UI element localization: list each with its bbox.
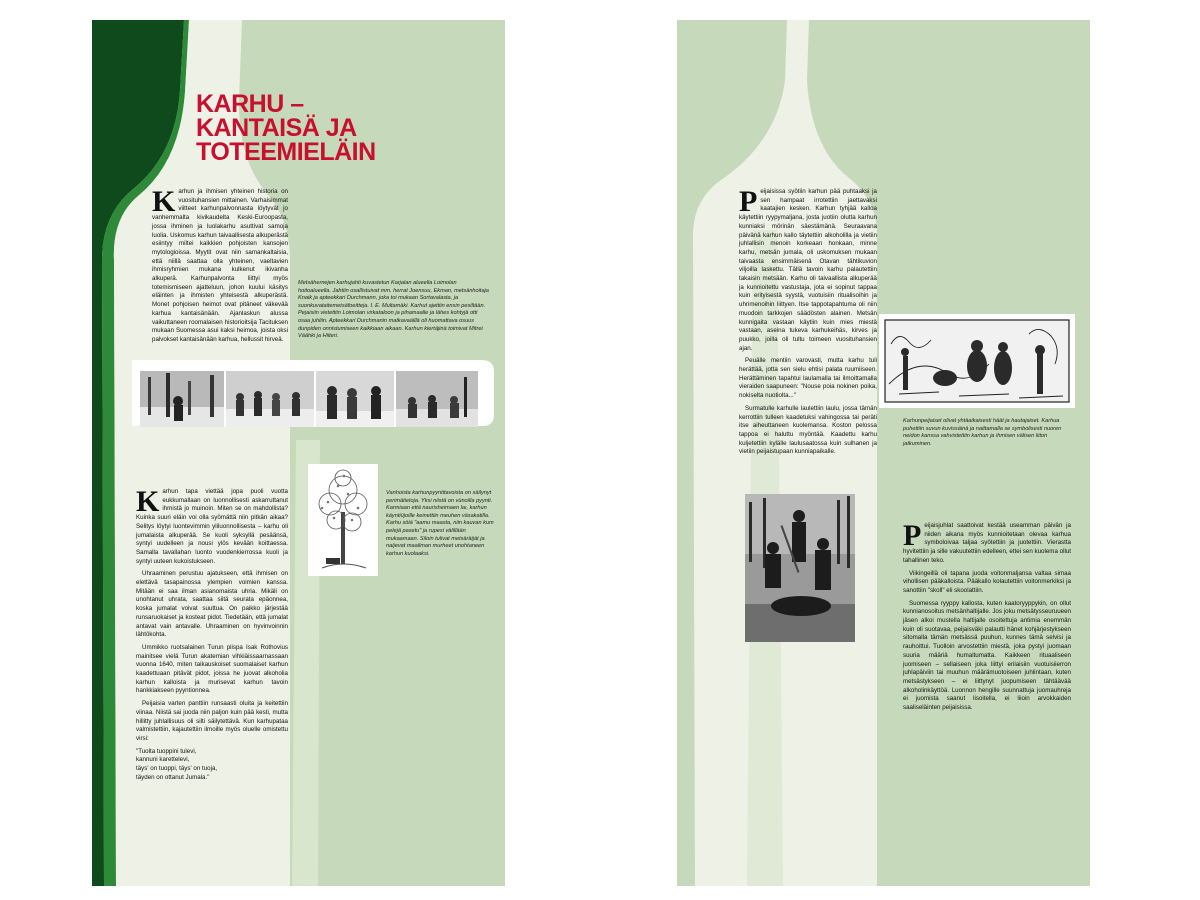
body-paragraph-2: Uhraaminen perustuu ajatukseen, että ihmisen on elettävä tasapainossa ylempien voimien kanssa. Mitään ei saa ilman asianomaista uhria. Mikäli on unohtanut uhrata, saattaa siitä seurata epäonnea, koska jumalat voivat suuttua. On paikko järjestää runsaruokaiset ja kosteat pidot. Tiedetään, että jumalat antavat vain antavalle. Uhraaminen on hyvinvoinnin lähtökohta.	[136, 570, 288, 639]
body-dropcap: K	[136, 485, 160, 518]
right-dropcap-1: P	[739, 185, 758, 218]
body-paragraph-3: Ummikko ruotsalainen Turun piispa Isak Rothovius mainitsee vielä Turun akatemian vihkiäissaarnassaan vuonna 1640, miten taikauskoiset suomalaiset karhun kaadettuaan pitävät pidot, joissa he juovat alkoholia karhun kalloista ja murisevat karhun tavoin hankkiakseen pyyntionnea.	[136, 643, 288, 695]
right-paragraph-6: Suomessa ryyppy kallosta, kuten kaatoryyppykin, on ollut kunnianosoitus metsänhaltijalle. Jos joku metsätysseuruueen jäsen alkoi mustella haltijalle osoitettuja antimia enemmän kuin oli suotavaa, peijaisväki palautti hänet kohjärjestykseen sitomalla tämän metsässä puuhun, kunnes tämä selvisi ja rauhoittui. Tuolloin arvostettiin miestä, joka pystyi juomaan suuria määriä humaltumatta. Kaikkeen rituaaliseen juomiseen – sellaiseen joka liittyi erilaisiin vuotuisiierron juhlapäiviin tai muuhun määrämuotoiseen juhlintaan, kuten metsästykseen – ei liittynyt juopumiseen tähtäävää alkoholinkäyttöä. Luonnon hengille suunnattuja juomauhreja ei juomista saanut lisoitella, ei liioin arvokkaiden saaliseläinten peijaisissa.	[903, 599, 1071, 712]
intro-text	[152, 185, 288, 349]
photo-4	[396, 371, 478, 427]
right-body-text-2	[903, 519, 1071, 717]
bear-hunters-photo	[745, 494, 855, 642]
right-paragraph-2: Peuälle mentiin varovasti, mutta karhu tuli herättää, jotta sen sielu ehtisi palata ruumiiseen. Herättäminen tapahtui laulamalla tai ilmoittamalla vieraiden saapuneen: "Nouse poia nokinen poika, nokiselta nuotiolta..."	[739, 357, 877, 400]
title-line-1: KARHU –	[196, 90, 304, 118]
woodcut-illustration	[879, 314, 1075, 408]
title-line-2: KANTAISÄ JA	[196, 114, 357, 142]
panel-title	[196, 92, 376, 164]
tree-illustration	[308, 464, 378, 576]
right-paragraph-1: eijaisissa syötiin karhun pää puhtaaksi ja sen hampaat irrotettiin jaettavaksi kaatajien kesken. Karhun tyhjää kalloa käytettiin ryypymaljana, josta juotiin olutta karhun kunniaksi mörinän säestämänä. Seuraavana päivänä karhun kallo täytettiin alkoholilla ja vietiin juhlallisin menoin korkeaan honkaan, minne karhu, metsän jumala, oli uskomuksen mukaan taivaasta ensimmäisenä Otavan tähtikuvion viljoilla laskettu. Tällä tavoin karhu palautettiin takaisin metsään. Karhu oli taivaallista alkuperää ja kunnioitettu vastustaja, jota ei sopinut tappaa kuin erityisestä syystä, vuotuisiin ritualisoihin ja uhrimenoihin liittyen. Itse tappotapahtuma oli niin muodoin tarkkojen säädösten alainen. Metsän kunnigaita vastaan käytiin kuin mies miestä vastaan, aseina tukeva karhukeihäs, kirves ja puukko, joilla oli tultu toimeen vuosituhansien ajan.	[739, 188, 877, 352]
title-line-3: TOTEEMIELÄIN	[196, 138, 376, 166]
right-paragraph-4: eijaisjuhlat saattoivat kestää useamman päivän ja niiden aikana myös kunnioitetaan olevaa karhua symboloivaa taljaa syötettiin ja juotettiin. Vierastta hyvitettiin ja sille vakuutettiin edelleen, ettei sen kuolema ollut tahallinen teko.	[903, 522, 1071, 564]
woodcut-caption: Karhunpeijaiset olivat yhtäaikaisesti häät ja hautajaiset. Karhua puhettiin suvun kuvissäinä ja naittamalla se symbolisesti nuoren neidon kanssa vahvistettiin karhun ja ihmisen välisen liiton jatkuminen.	[903, 418, 1062, 447]
right-exhibition-panel	[677, 20, 1090, 886]
photo-1	[140, 371, 224, 427]
tree-caption: Vanhoista karhunpyyntitavoista on säilynyt perimätietoja. Yksi niistä on vünoilla pyynti. Karmiaan että naurisheimaen laı, karhun käyntiüjoille keinettiin meuhen väsakatilla. Karhu söiä "aamu maasta, niin kauvan kum pelejä pasetu" ja rupesi välillään mukaamaan. Siloin tulivat metsäräijät ja naijevat maailman murheet unohtaneen karhun kuolaaksi.	[386, 490, 494, 557]
right-paragraph-5: Viikingeillä oli tapana juoda voitonmaljansa valtaa simaa vihollisen pääkalloista. Pääkallo kolautettiin voitonmerkiksi ja sanottiin "skoll" eli skoolattiin.	[903, 569, 1071, 594]
left-exhibition-panel	[92, 20, 505, 886]
right-paragraph-3: Surmatulle karhulle laulettiin laulu, jossa tämän kerrottiin tulleen kaadetuksi vahingossa tai peräti itse aiheuttaneen kuolemansa. Koston pelossa tappoa ei haluttu myöntää. Kaadettu karhu kuljetettiin kylälle laulusaatossa kuin sulhanen ja vietiin peijaistupaan kunniapaikalle.	[739, 404, 877, 456]
intro-dropcap: K	[152, 185, 176, 218]
photo-strip	[140, 371, 478, 427]
main-body-text	[136, 485, 288, 787]
intro-paragraph-1: arhun ja ihmisen yhteinen historia on vuosituhansien mittainen. Varhaisimmat viitteet karhunpalvonnasta löytyvät jo vanhemmalta kivikaudelta Keski-Euroopasta, jossa ihminen ja luolakarhu asuttivat samoja luolia. Uskomus karhun taivaallisesta alkuperästä esiintyy miltei kaikkien pohjoisten kansojen mytologioissa. Myytit ovat niin samankaltaisia, että niillä saattaa olla yhteinen, vaeltavien ihmisryhmien mukana kulkenut ikivanha alkuperä. Karhunpalvonta liittyi myös totemismiseen ajatteluun, johon kuului käsitys eläinten ja ihmisten yhteisestä alkuperästä. Monet pohjoisen heimot ovat pitäneet väkevää karhua kantaisänään. Ajanlaskun alussa vaikuttaneen roomalaisen historioitsija Tacituksen mukaan Suomessa asui kaksi heimoa, joista oksi palvokset kantaisänään karhua, hellussit hirveä.	[152, 188, 288, 343]
photo-strip-caption: Metsähernejen karhujahti kuvastetun Karjalan alueella Loimolan hoitoalueella. Jahtiin osallistuivat mm. herrat Joensuu, Ekman, metsänhoitaja Knaik ja apteekkari Durchmann, joka toi mukaan Sortavalasta, ja suonkuvataitemetsäfoeitteja. I. E. Multamäki. Karhut ajettiin ensin pesiltään. Pejaisiin vietettiin Loimolan virkataloon ja pihamaalle ja lähes kohtyjä otti osaa juhliin. Apteekkari Durchmanin matkavaäillä oli huomattava osuus dunpiden onnistumiseen kaikkiaan aikaan. Karhun kiertäjinä toimivat Mitrei Väähki ja Hiiteri.	[298, 280, 489, 340]
body-paragraph-1: arhun tapa viettää jopa puoli vuotta eukkumallaan on luonnollisesti askarruttanut ihmistä jo muinoin. Miten se on mahdollista? Kuinka suuri eläin voi olla syömättä niin pitkän aikaa? Selitys löytyi luontevimmin yliluonnollisesta – karhu oli jumalaista alkuperää. Se kuoli syksyllä pesäänsä, syntyi uudelleen ja nousi ylös kevään koittaessa. Samalla tavallahan luonto vuodenkierrossa kuoli ja syntyi uuteen kukoistukseen.	[136, 488, 288, 565]
right-body-text-1	[739, 185, 877, 461]
body-paragraph-4: Peijaisia varten panttiin runsaasti oluita ja keitettiin viinaa. Niistä sai juoda niin paljon kuin pää kesti, mutta hillitty juhlallisuus oli silti säilytettävä. Kun karhupataa valmistettiin, kajautettiin ilmoille myös oluelle omistettu virsi:	[136, 700, 288, 742]
drinking-poem: "Tuolta tuoppini tulevi, kannuni karettelevi, täys' on tuoppi, täys' on tuoja, täyden on ottanut Jumala."	[136, 747, 218, 781]
photo-2	[226, 371, 314, 427]
photo-3	[316, 371, 394, 427]
right-dropcap-2: P	[903, 519, 922, 552]
